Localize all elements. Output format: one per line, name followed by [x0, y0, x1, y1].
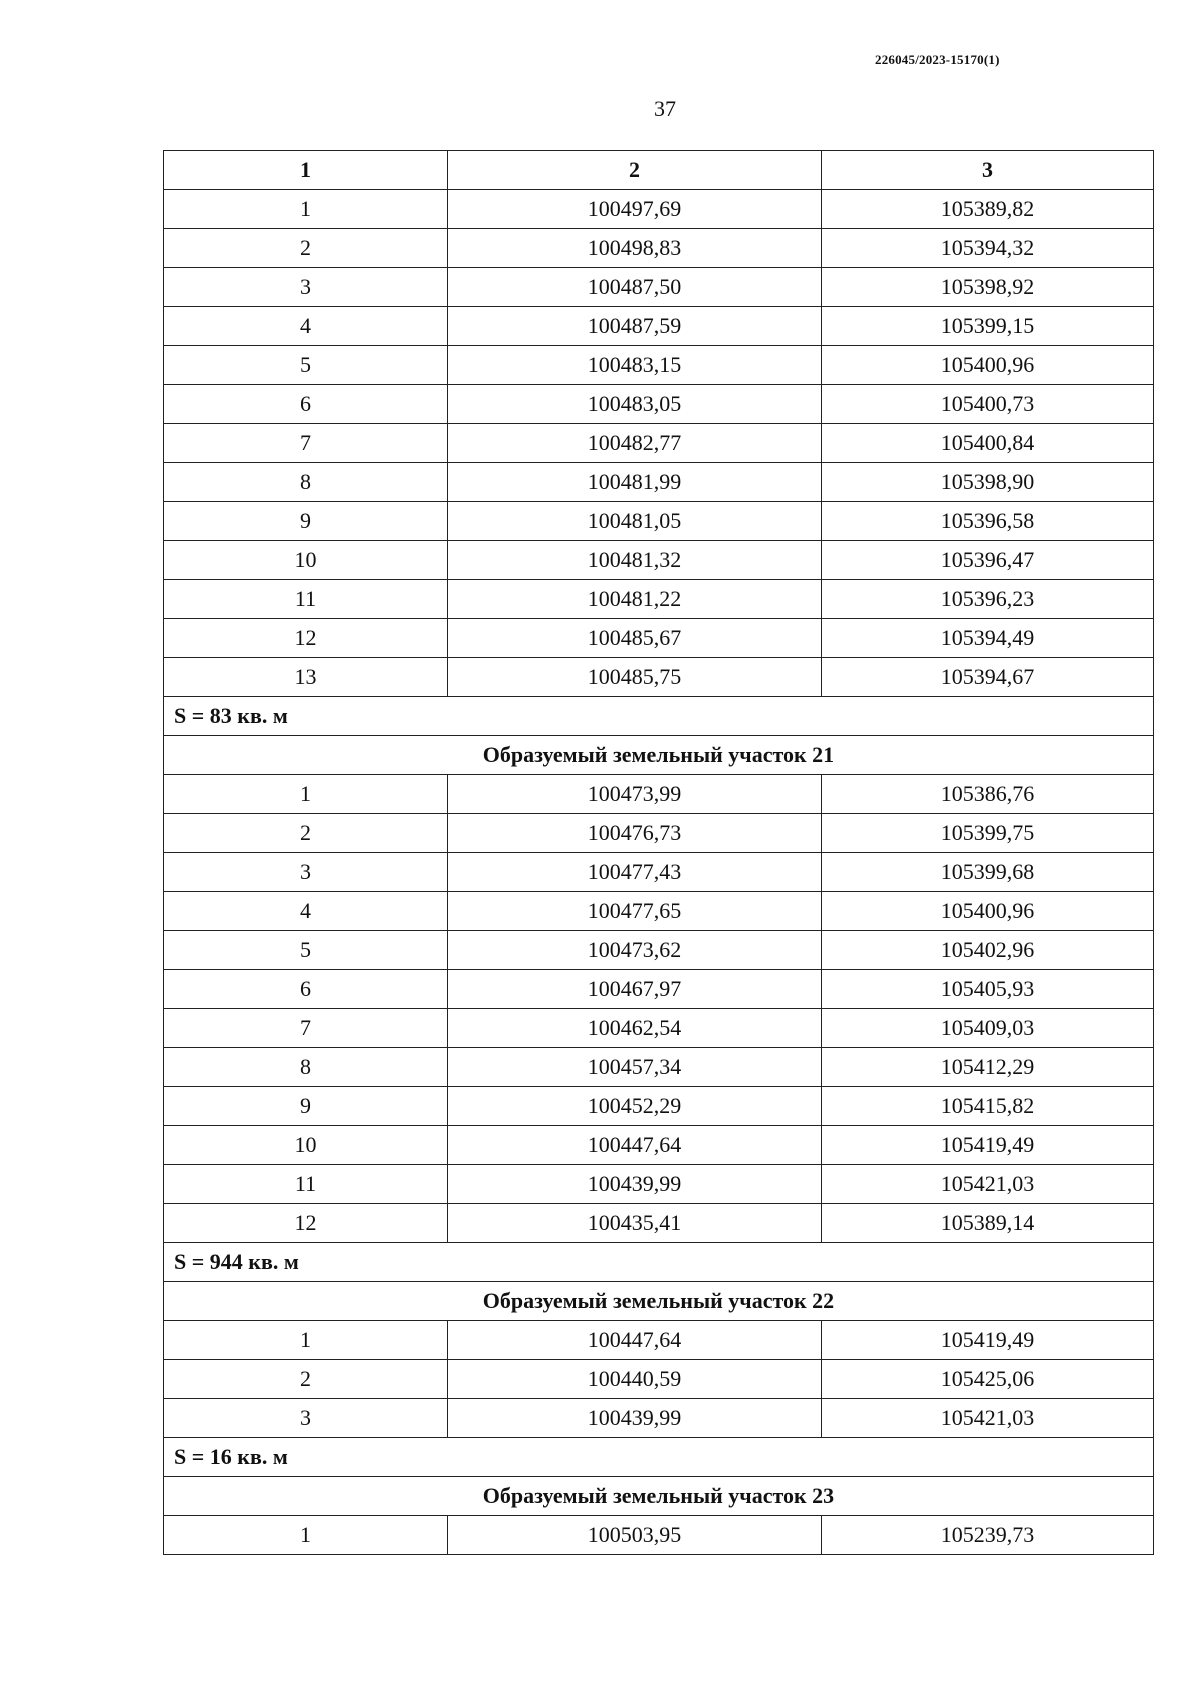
- coord-x-cell: 100477,65: [448, 892, 822, 931]
- coord-x-cell: 100467,97: [448, 970, 822, 1009]
- coord-x-cell: 100452,29: [448, 1087, 822, 1126]
- coord-y-cell: 105389,14: [822, 1204, 1154, 1243]
- coord-x-cell: 100481,05: [448, 502, 822, 541]
- table-row: [164, 1516, 1154, 1555]
- coord-y-cell: 105389,82: [822, 190, 1154, 229]
- coord-y-cell: 105415,82: [822, 1087, 1154, 1126]
- section-title: Образуемый земельный участок 21: [164, 736, 1154, 775]
- point-number-cell: 12: [164, 619, 448, 658]
- point-number-cell: 6: [164, 970, 448, 1009]
- point-number-cell: 2: [164, 229, 448, 268]
- column-header: 3: [822, 151, 1154, 190]
- coord-y-cell: 105405,93: [822, 970, 1154, 1009]
- coord-y-cell: 105399,15: [822, 307, 1154, 346]
- coord-x-cell: 100482,77: [448, 424, 822, 463]
- table-row: [164, 814, 1154, 853]
- coord-y-cell: 105386,76: [822, 775, 1154, 814]
- page-number: 37: [654, 96, 676, 121]
- coord-y-cell: 105400,84: [822, 424, 1154, 463]
- table-row: [164, 307, 1154, 346]
- coord-x-cell: 100481,99: [448, 463, 822, 502]
- coord-y-cell: 105419,49: [822, 1321, 1154, 1360]
- point-number-cell: 6: [164, 385, 448, 424]
- table-row: [164, 853, 1154, 892]
- column-header: 1: [164, 151, 448, 190]
- coord-y-cell: 105398,92: [822, 268, 1154, 307]
- coord-x-cell: 100477,43: [448, 853, 822, 892]
- coord-y-cell: 105396,58: [822, 502, 1154, 541]
- point-number-cell: 8: [164, 1048, 448, 1087]
- area-row: [164, 697, 1154, 736]
- table-row: [164, 463, 1154, 502]
- point-number-cell: 7: [164, 424, 448, 463]
- point-number-cell: 1: [164, 1321, 448, 1360]
- coord-y-cell: 105399,68: [822, 853, 1154, 892]
- coord-y-cell: 105239,73: [822, 1516, 1154, 1555]
- coord-y-cell: 105409,03: [822, 1009, 1154, 1048]
- point-number-cell: 7: [164, 1009, 448, 1048]
- coord-x-cell: 100439,99: [448, 1165, 822, 1204]
- coord-x-cell: 100481,22: [448, 580, 822, 619]
- table-row: [164, 580, 1154, 619]
- table-row: [164, 658, 1154, 697]
- coord-x-cell: 100473,62: [448, 931, 822, 970]
- table-row: [164, 1360, 1154, 1399]
- coord-x-cell: 100483,05: [448, 385, 822, 424]
- coord-x-cell: 100473,99: [448, 775, 822, 814]
- coord-x-cell: 100483,15: [448, 346, 822, 385]
- coord-x-cell: 100487,50: [448, 268, 822, 307]
- coord-x-cell: 100435,41: [448, 1204, 822, 1243]
- coord-y-cell: 105402,96: [822, 931, 1154, 970]
- point-number-cell: 1: [164, 190, 448, 229]
- coord-y-cell: 105394,32: [822, 229, 1154, 268]
- coord-y-cell: 105400,96: [822, 892, 1154, 931]
- area-row: [164, 1438, 1154, 1477]
- area-label: S = 944 кв. м: [164, 1243, 1154, 1282]
- coord-y-cell: 105419,49: [822, 1126, 1154, 1165]
- point-number-cell: 3: [164, 1399, 448, 1438]
- section-title: Образуемый земельный участок 23: [164, 1477, 1154, 1516]
- coordinates-table-body: [164, 151, 1154, 1555]
- coord-x-cell: 100485,75: [448, 658, 822, 697]
- table-row: [164, 775, 1154, 814]
- point-number-cell: 13: [164, 658, 448, 697]
- point-number-cell: 1: [164, 1516, 448, 1555]
- area-label: S = 83 кв. м: [164, 697, 1154, 736]
- table-row: [164, 229, 1154, 268]
- area-label: S = 16 кв. м: [164, 1438, 1154, 1477]
- coord-y-cell: 105421,03: [822, 1399, 1154, 1438]
- table-row: [164, 190, 1154, 229]
- point-number-cell: 11: [164, 1165, 448, 1204]
- coord-y-cell: 105400,73: [822, 385, 1154, 424]
- coord-x-cell: 100457,34: [448, 1048, 822, 1087]
- table-row: [164, 1399, 1154, 1438]
- table-row: [164, 1204, 1154, 1243]
- table-row: [164, 424, 1154, 463]
- coord-x-cell: 100439,99: [448, 1399, 822, 1438]
- coord-y-cell: 105421,03: [822, 1165, 1154, 1204]
- coord-x-cell: 100481,32: [448, 541, 822, 580]
- table-header-row: [164, 151, 1154, 190]
- coord-x-cell: 100447,64: [448, 1321, 822, 1360]
- point-number-cell: 4: [164, 307, 448, 346]
- coord-x-cell: 100498,83: [448, 229, 822, 268]
- point-number-cell: 3: [164, 268, 448, 307]
- coord-y-cell: 105396,47: [822, 541, 1154, 580]
- coord-x-cell: 100447,64: [448, 1126, 822, 1165]
- point-number-cell: 2: [164, 1360, 448, 1399]
- section-row: [164, 736, 1154, 775]
- table-row: [164, 619, 1154, 658]
- point-number-cell: 9: [164, 502, 448, 541]
- table-row: [164, 268, 1154, 307]
- section-row: [164, 1477, 1154, 1516]
- table-row: [164, 502, 1154, 541]
- coord-y-cell: 105399,75: [822, 814, 1154, 853]
- point-number-cell: 11: [164, 580, 448, 619]
- point-number-cell: 12: [164, 1204, 448, 1243]
- point-number-cell: 2: [164, 814, 448, 853]
- table-row: [164, 541, 1154, 580]
- point-number-cell: 9: [164, 1087, 448, 1126]
- point-number-cell: 10: [164, 1126, 448, 1165]
- column-header: 2: [448, 151, 822, 190]
- point-number-cell: 5: [164, 346, 448, 385]
- point-number-cell: 5: [164, 931, 448, 970]
- point-number-cell: 4: [164, 892, 448, 931]
- point-number-cell: 1: [164, 775, 448, 814]
- table-row: [164, 1126, 1154, 1165]
- table-row: [164, 892, 1154, 931]
- section-title: Образуемый земельный участок 22: [164, 1282, 1154, 1321]
- coord-x-cell: 100497,69: [448, 190, 822, 229]
- coord-y-cell: 105425,06: [822, 1360, 1154, 1399]
- coord-x-cell: 100485,67: [448, 619, 822, 658]
- coord-y-cell: 105400,96: [822, 346, 1154, 385]
- table-row: [164, 1048, 1154, 1087]
- section-row: [164, 1282, 1154, 1321]
- coord-x-cell: 100487,59: [448, 307, 822, 346]
- point-number-cell: 3: [164, 853, 448, 892]
- table-row: [164, 1009, 1154, 1048]
- document-number: 226045/2023-15170(1): [875, 52, 1000, 67]
- coord-y-cell: 105396,23: [822, 580, 1154, 619]
- coord-y-cell: 105394,67: [822, 658, 1154, 697]
- table-row: [164, 1321, 1154, 1360]
- coord-x-cell: 100440,59: [448, 1360, 822, 1399]
- table-row: [164, 385, 1154, 424]
- coord-y-cell: 105412,29: [822, 1048, 1154, 1087]
- coordinates-table: [163, 150, 1154, 1555]
- point-number-cell: 8: [164, 463, 448, 502]
- table-row: [164, 1165, 1154, 1204]
- table-row: [164, 1087, 1154, 1126]
- table-row: [164, 346, 1154, 385]
- coord-x-cell: 100476,73: [448, 814, 822, 853]
- table-row: [164, 970, 1154, 1009]
- coord-y-cell: 105398,90: [822, 463, 1154, 502]
- table-row: [164, 931, 1154, 970]
- coord-x-cell: 100462,54: [448, 1009, 822, 1048]
- coord-y-cell: 105394,49: [822, 619, 1154, 658]
- area-row: [164, 1243, 1154, 1282]
- coord-x-cell: 100503,95: [448, 1516, 822, 1555]
- point-number-cell: 10: [164, 541, 448, 580]
